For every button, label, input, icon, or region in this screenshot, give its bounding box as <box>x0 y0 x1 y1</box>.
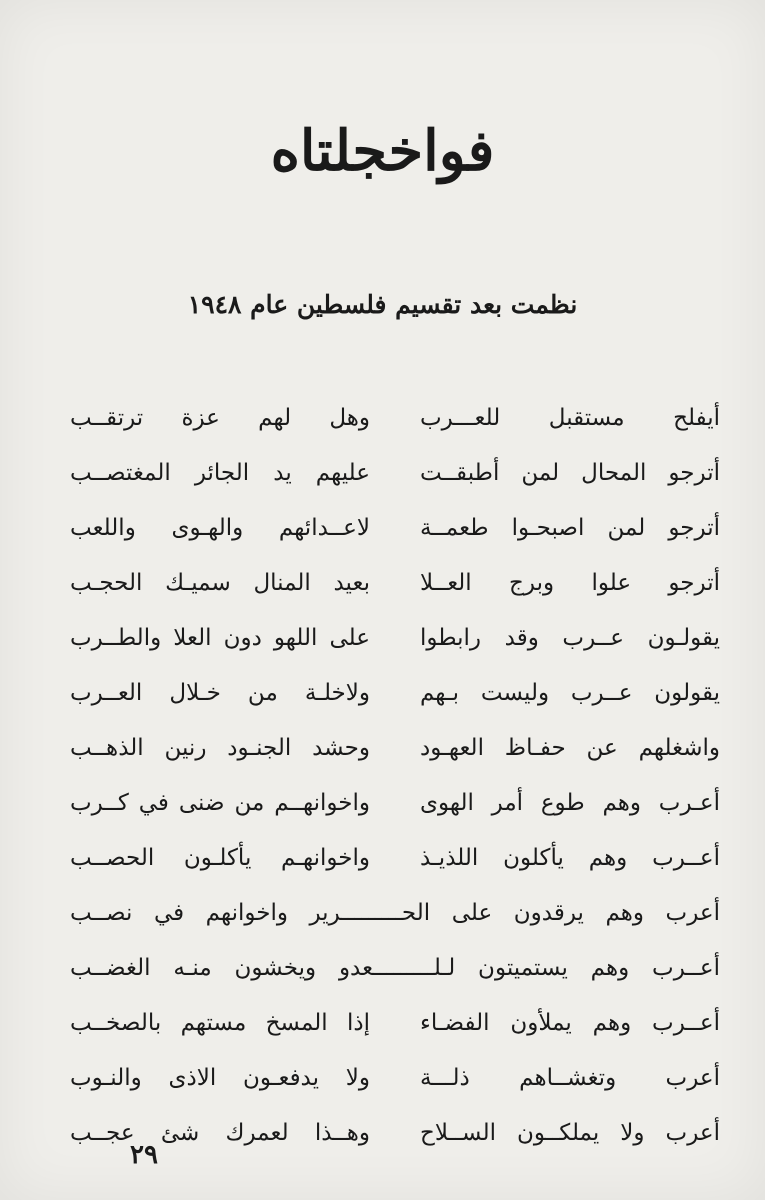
verse-second-hemistich: لاعــدائهم والهـوى واللعب <box>70 515 370 541</box>
verse-second-hemistich: وحشد الجنـود رنين الذهــب <box>70 735 370 761</box>
verse-second-hemistich: ولاخلـة من خـلال العــرب <box>70 680 370 706</box>
verse-second-hemistich: على اللهو دون العلا والطــرب <box>70 625 370 651</box>
verse-first-hemistich: أيفلح مستقبل للعـــرب <box>420 405 720 431</box>
verse-11 <box>70 948 720 1003</box>
poem-body <box>70 398 720 1168</box>
verse-first-hemistich: أترجو لمن اصبحـوا طعمــة <box>420 515 720 541</box>
verse-full-line: أعــرب وهم يستميتون لـلـــــــــعدو ويخشون منـه الغضــب <box>70 955 720 981</box>
verse-10 <box>70 893 720 948</box>
verse-3 <box>70 508 720 563</box>
verse-1 <box>70 398 720 453</box>
verse-full-line: أعرب وهم يرقدون على الحـــــــــرير واخوانهم في نصــب <box>70 900 720 926</box>
verse-first-hemistich: أترجو علوا وبرج العــلا <box>420 570 720 596</box>
verse-first-hemistich: أعــرب وهم يملأون الفضـاء <box>420 1010 720 1036</box>
verse-second-hemistich: واخوانهــم من ضنى في كــرب <box>70 790 370 816</box>
verse-first-hemistich: أعــرب وهم يأكلون اللذيـذ <box>420 845 720 871</box>
verse-6 <box>70 673 720 728</box>
verse-second-hemistich: عليهم يد الجائر المغتصــب <box>70 460 370 486</box>
verse-2 <box>70 453 720 508</box>
verse-5 <box>70 618 720 673</box>
verse-first-hemistich: يقولون عــرب وليست بـهم <box>420 680 720 706</box>
verse-second-hemistich: وهل لهم عزة ترتقــب <box>70 405 370 431</box>
verse-second-hemistich: ولا يدفعـون الاذى والنـوب <box>70 1065 370 1091</box>
verse-first-hemistich: أعـرب وهم طوع أمر الهوى <box>420 790 720 816</box>
poem-subtitle: نظمت بعد تقسيم فلسطين عام ١٩٤٨ <box>187 290 578 319</box>
verse-7 <box>70 728 720 783</box>
verse-12 <box>70 1003 720 1058</box>
verse-first-hemistich: أعرب ولا يملكــون الســلاح <box>420 1120 720 1146</box>
verse-first-hemistich: يقولـون عــرب وقد رابطوا <box>420 625 720 651</box>
verse-8 <box>70 783 720 838</box>
poem-title: فواخجلتاه <box>270 118 495 184</box>
verse-4 <box>70 563 720 618</box>
verse-first-hemistich: واشغلهم عن حفـاظ العهـود <box>420 735 720 761</box>
page-number: ٢٩ <box>130 1140 158 1170</box>
verse-second-hemistich: وهــذا لعمرك شئ عجــب <box>70 1120 370 1146</box>
verse-13 <box>70 1058 720 1113</box>
verse-second-hemistich: بعيد المنال سميـك الحجـب <box>70 570 370 596</box>
verse-first-hemistich: أعرب وتغشــاهم ذلـــة <box>420 1065 720 1091</box>
verse-second-hemistich: واخوانهـم يأكلـون الحصــب <box>70 845 370 871</box>
verse-first-hemistich: أترجو المحال لمن أطبقــت <box>420 460 720 486</box>
verse-14 <box>70 1113 720 1168</box>
verse-second-hemistich: إذا المسخ مستهم بالصخــب <box>70 1010 370 1036</box>
verse-9 <box>70 838 720 893</box>
